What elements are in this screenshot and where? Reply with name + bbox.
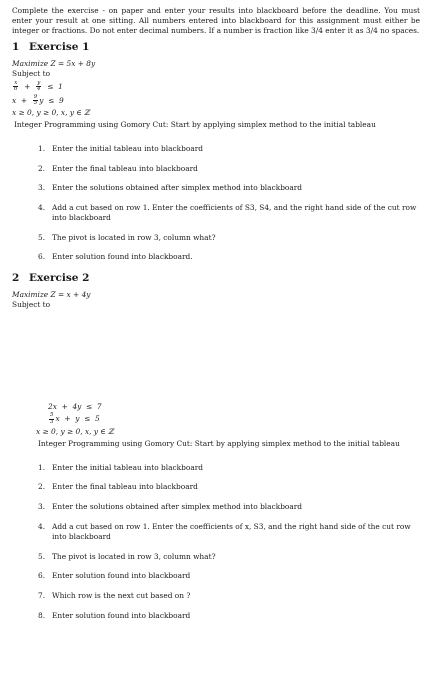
list-item: 7. Which row is the next cut based on ? — [38, 591, 191, 601]
list-item: 1. Enter the initial tableau into blackboard — [38, 462, 203, 472]
exercise-2-number: 2 — [12, 272, 20, 285]
exercise-1-objective: Maximize Z = 5x + 8y — [12, 59, 96, 69]
exercise-1-domain: x ≥ 0, y ≥ 0, x, y ∈ ℤ — [12, 108, 90, 118]
list-item: 5. The pivot is located in row 3, column what? — [38, 232, 216, 242]
fraction: $\frac{9}{5}$ — [33, 93, 38, 106]
exercise-1-constraint-1: $\frac{x}{6}$ + $\frac{y}{4}$ ≤ 1 — [14, 79, 63, 93]
list-item: 8. Enter solution found into blackboard — [38, 610, 191, 620]
list-item: 5. The pivot is located in row 3, column what? — [38, 551, 216, 561]
instructions-paragraph: Complete the exercise - on paper and enter your results into blackboard before the deadline. You must enter your result at one sitting. All numbers entered into blackboard for this assignment must either be integer or fractions. Do not enter decimal numbers. If a number is fraction like 3/4 enter it as 3/4 no spaces. — [12, 6, 420, 35]
exercise-2-subject-to: Subject to — [12, 299, 51, 309]
list-item: 6. Enter solution found into blackboard — [38, 571, 191, 581]
exercise-2-task: Integer Programming using Gomory Cut: Start by applying simplex method to the initial tableau — [38, 438, 400, 448]
exercise-2-objective: Maximize Z = x + 4y — [12, 290, 91, 300]
document — [12, 6, 420, 631]
exercise-1-subject-to: Subject to — [12, 68, 51, 78]
fraction: $\frac{y}{4}$ — [37, 79, 41, 93]
fraction: $\frac{x}{6}$ — [14, 79, 18, 93]
fraction: $\frac{5}{3}$ — [50, 412, 54, 425]
exercise-1-constraint-2: x + $\frac{9}{5}$ y ≤ 9 — [12, 93, 64, 106]
exercise-1-number: 1 — [12, 41, 20, 54]
list-item: 3. Enter the solutions obtained after simplex method into blackboard — [38, 502, 303, 512]
exercise-2-constraint-1: 2x + 4y ≤ 7 — [48, 401, 102, 411]
exercise-2-domain: x ≥ 0, y ≥ 0, x, y ∈ ℤ — [36, 427, 114, 437]
list-item: 1. Enter the initial tableau into blackboard — [38, 143, 203, 153]
list-item: 4. Add a cut based on row 1. Enter the coefficients of x, S3, and the right hand side of the cut row into blackboard — [38, 522, 411, 541]
exercise-1-task: Integer Programming using Gomory Cut: Start by applying simplex method to the initial tableau — [14, 120, 376, 130]
list-item: 3. Enter the solutions obtained after simplex method into blackboard — [38, 183, 303, 193]
exercise-2-steps — [38, 463, 420, 621]
exercise-1-title: Exercise 1 — [29, 41, 90, 54]
list-item: 2. Enter the final tableau into blackboard — [38, 163, 198, 173]
exercise-2-title: Exercise 2 — [29, 272, 90, 285]
exercise-2-heading — [12, 272, 420, 286]
blank-space — [12, 310, 420, 400]
list-item: 2. Enter the final tableau into blackboard — [38, 482, 198, 492]
exercise-1-heading — [12, 41, 420, 55]
exercise-2-constraint-2: $\frac{5}{3}$ x + y ≤ 5 — [50, 412, 100, 425]
list-item: 4. Add a cut based on row 1. Enter the coefficients of S3, S4, and the right hand side of the cut row into blackboard — [38, 203, 417, 222]
list-item: 6. Enter solution found into blackboard. — [38, 252, 193, 262]
exercise-1-steps — [38, 144, 420, 262]
